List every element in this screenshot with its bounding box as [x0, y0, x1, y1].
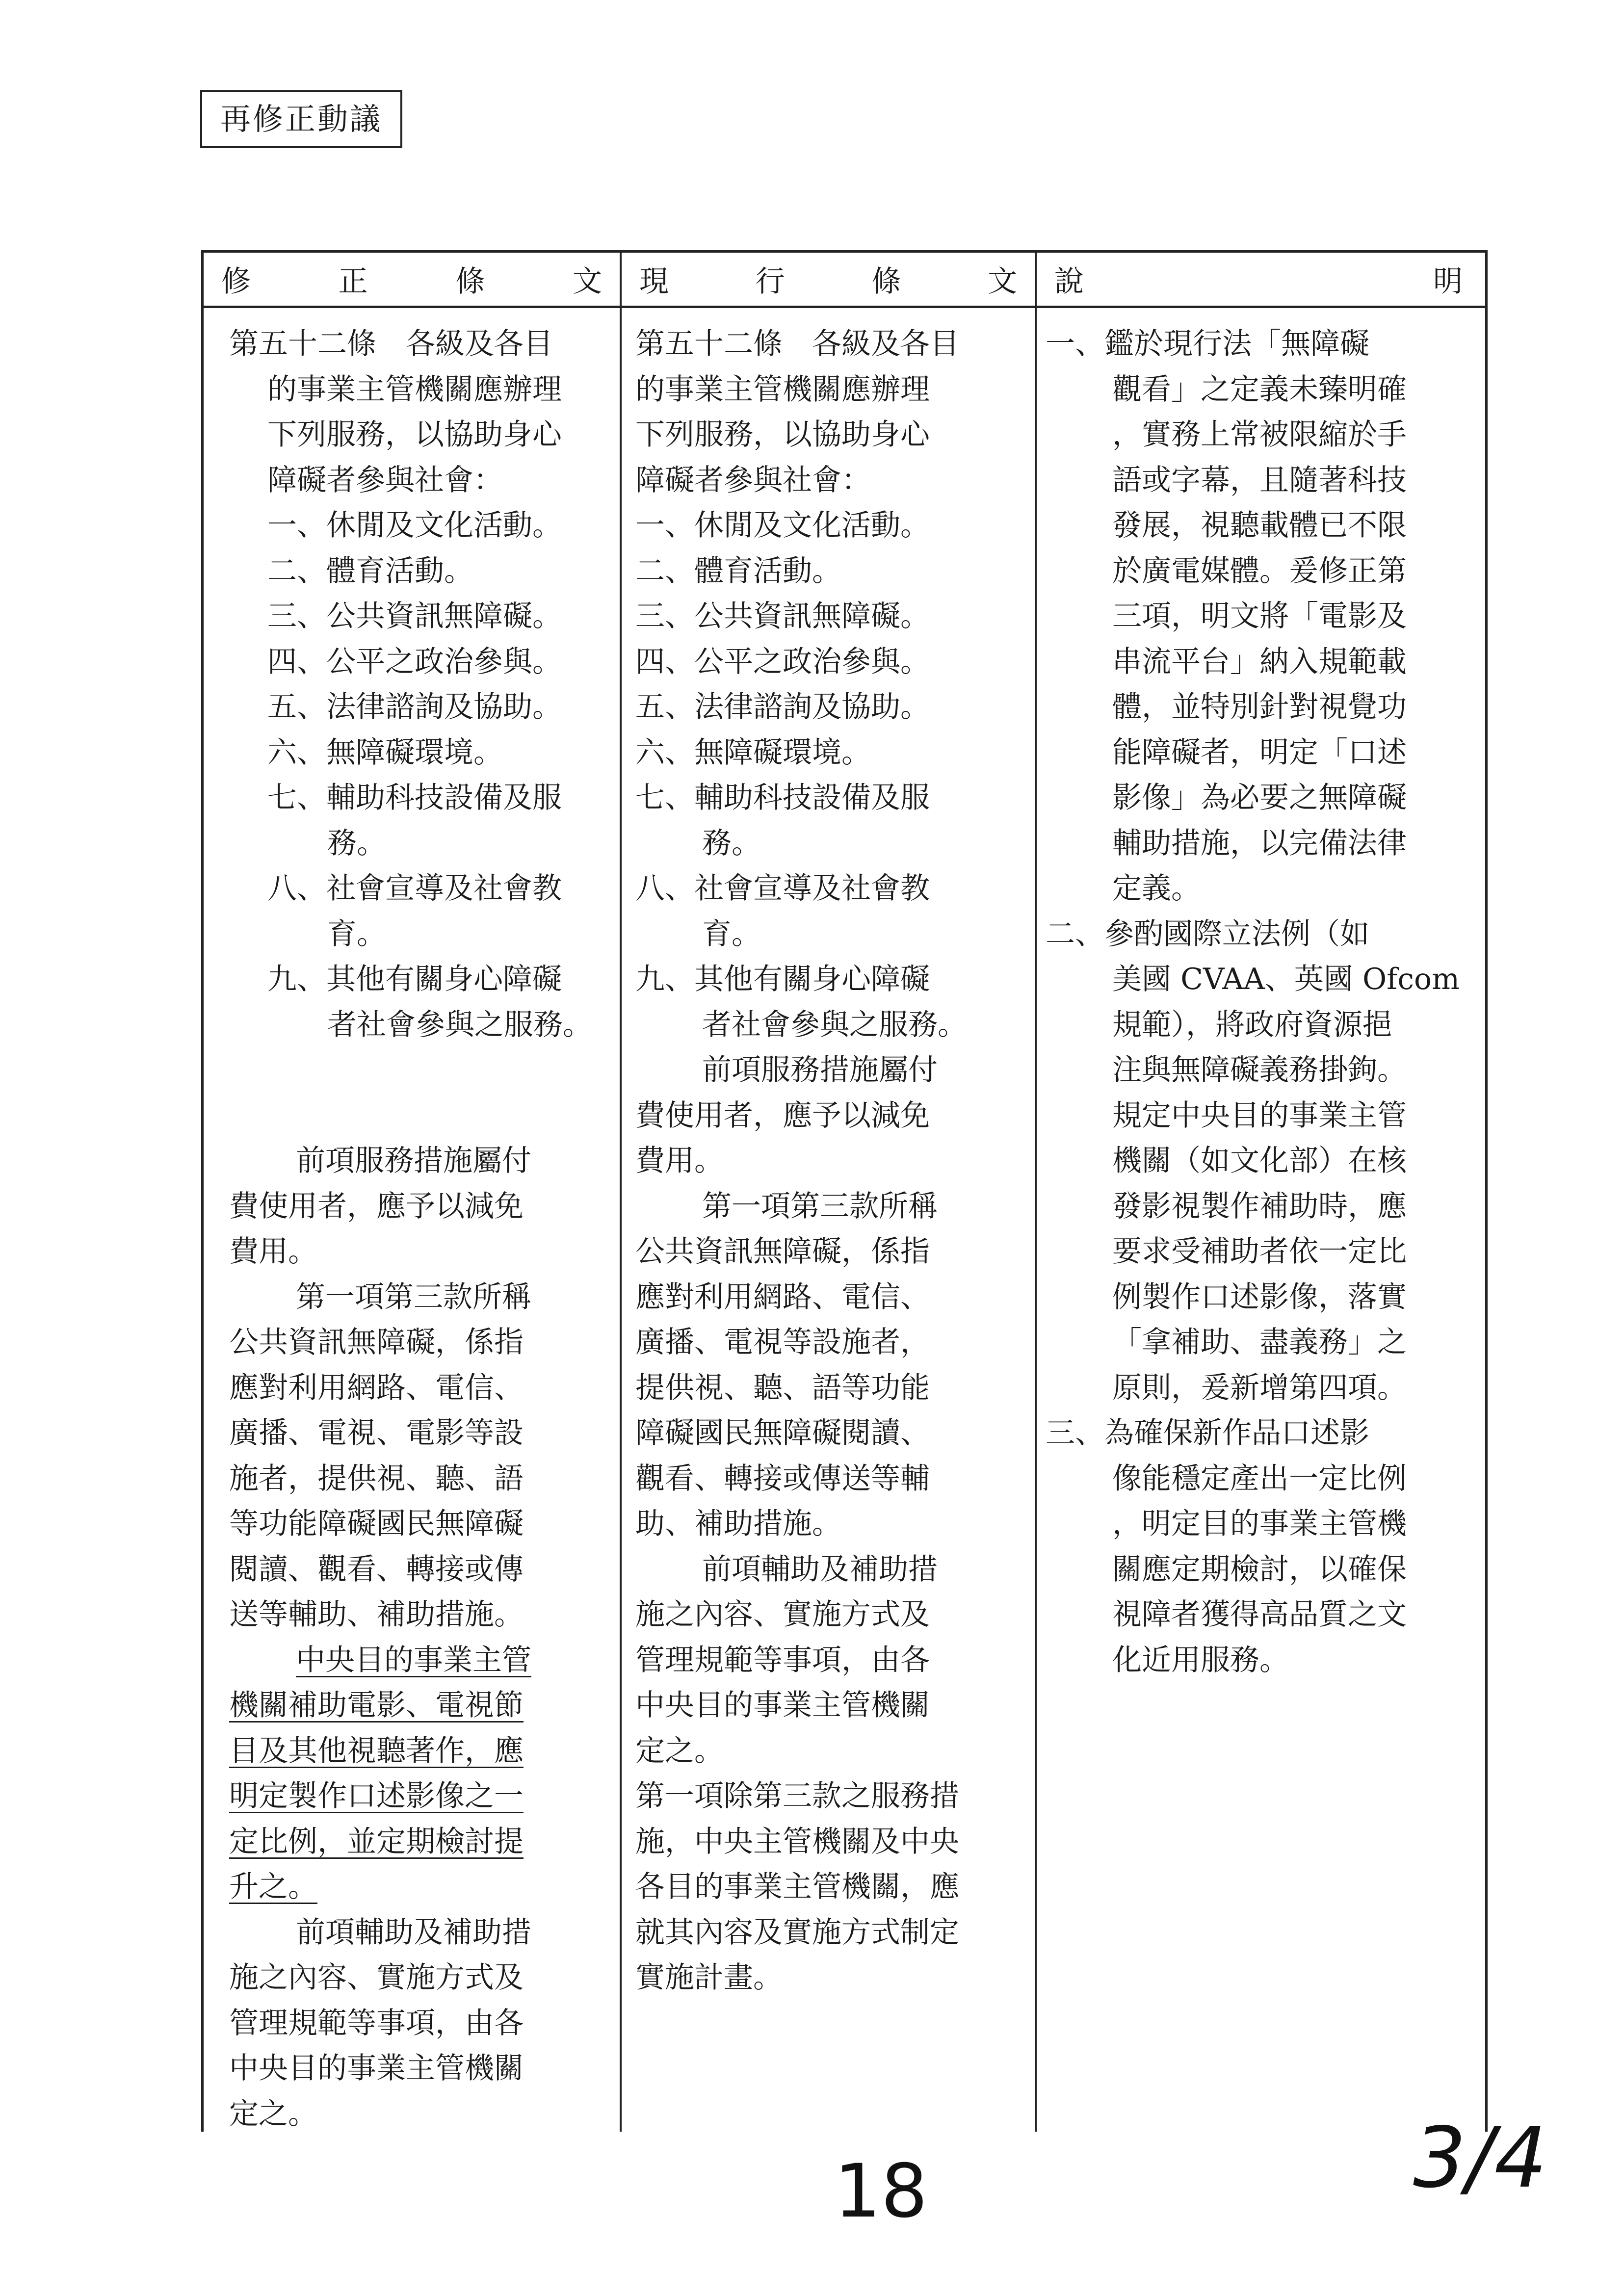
text-line: 規範），將政府資源挹 — [1112, 1007, 1392, 1042]
text-line: 第一項第三款所稱 — [296, 1279, 531, 1314]
text-line: 費使用者，應予以減免 — [635, 1098, 930, 1133]
text-line: 二、體育活動。 — [267, 553, 473, 588]
text-line: 化近用服務。 — [1112, 1643, 1289, 1677]
header-char: 文 — [987, 264, 1017, 299]
text-line: 二、體育活動。 — [635, 553, 841, 588]
text-line: 一、鑑於現行法「無障礙 — [1046, 327, 1369, 361]
header-char: 現 — [639, 264, 669, 299]
text-line: 機關（如文化部）在核 — [1112, 1144, 1407, 1178]
text-line: 定之。 — [635, 1733, 724, 1768]
text-line: 體，並特別針對視覺功 — [1112, 690, 1407, 724]
text-line: 美國 CVAA、英國 Ofcom — [1112, 962, 1460, 996]
header-current — [622, 253, 1035, 306]
text-line: 例製作口述影像，落實 — [1112, 1279, 1407, 1314]
text-line: 三項，明文將「電影及 — [1112, 599, 1407, 633]
header-char: 正 — [338, 264, 368, 299]
text-line: 施之內容、實施方式及 — [635, 1597, 930, 1632]
text-line: 視障者獲得高品質之文 — [1112, 1597, 1407, 1632]
text-line: 發影視製作補助時，應 — [1112, 1189, 1407, 1224]
text-line: 下列服務，以協助身心 — [267, 417, 562, 452]
header-char: 修 — [221, 264, 251, 299]
header-revised — [204, 253, 620, 306]
text-line: 規定中央目的事業主管 — [1112, 1098, 1407, 1133]
text-line: 障礙者參與社會： — [635, 463, 871, 497]
text-line: 障礙國民無障礙閱讀、 — [635, 1416, 930, 1450]
text-line: 務。 — [327, 826, 386, 861]
text-line: 施之內容、實施方式及 — [229, 1960, 524, 1995]
text-line: 關應定期檢討，以確保 — [1112, 1552, 1407, 1587]
header-char: 條 — [455, 264, 485, 299]
text-line: 廣播、電視等設施者， — [635, 1325, 930, 1359]
text-line: 等功能障礙國民無障礙 — [229, 1507, 524, 1541]
text-line: ，實務上常被限縮於手 — [1112, 417, 1407, 452]
current-text-column — [635, 321, 1028, 2001]
amended-text: 明定製作口述影像之一 — [229, 1779, 524, 1813]
column-divider — [1035, 253, 1037, 2132]
text-line: 費使用者，應予以減免 — [229, 1189, 524, 1224]
text-line: 原則，爰新增第四項。 — [1112, 1370, 1407, 1405]
text-line: 費用。 — [635, 1144, 724, 1178]
text-line: ，明定目的事業主管機 — [1112, 1507, 1407, 1541]
amended-text-line — [229, 1638, 617, 1683]
text-line: 費用。 — [229, 1234, 317, 1269]
text-line: 六、無障礙環境。 — [635, 735, 871, 770]
text-line: 要求受補助者依一定比 — [1112, 1234, 1407, 1269]
table-header-row — [204, 253, 1485, 308]
amended-text: 機關補助電影、電視節 — [229, 1688, 524, 1722]
text-line: 助、補助措施。 — [635, 1507, 841, 1541]
text-line: 第五十二條 各級及各目 — [229, 327, 553, 361]
text-line: 於廣電媒體。爰修正第 — [1112, 553, 1407, 588]
text-line: 三、公共資訊無障礙。 — [267, 599, 562, 633]
amended-text: 中央目的事業主管 — [296, 1643, 531, 1677]
text-line: 就其內容及實施方式制定 — [635, 1915, 959, 1950]
header-notes — [1037, 253, 1480, 306]
text-line: 施，中央主管機關及中央 — [635, 1824, 959, 1859]
text-line: 輔助措施，以完備法律 — [1112, 826, 1407, 861]
text-line: 前項服務措施屬付 — [702, 1053, 938, 1087]
header-char: 行 — [755, 264, 785, 299]
text-line: 七、輔助科技設備及服 — [635, 781, 930, 815]
sheet-number: 3/4 — [1413, 2110, 1547, 2207]
header-char: 明 — [1433, 264, 1463, 299]
motion-stamp: 再修正動議 — [200, 90, 402, 148]
text-line: 五、法律諮詢及協助。 — [267, 690, 562, 724]
text-line: 三、公共資訊無障礙。 — [635, 599, 930, 633]
column-divider — [620, 253, 622, 2132]
text-line: 前項輔助及補助措 — [702, 1552, 938, 1587]
text-line: 第五十二條 各級及各目 — [635, 327, 959, 361]
text-line: 七、輔助科技設備及服 — [267, 781, 562, 815]
text-line: 定義。 — [1112, 871, 1201, 906]
text-line: 中央目的事業主管機關 — [229, 2051, 524, 2086]
text-line: 公共資訊無障礙，係指 — [635, 1234, 930, 1269]
text-line: 一、休閒及文化活動。 — [635, 508, 930, 543]
blank-line — [229, 1047, 617, 1138]
notes-column — [1046, 321, 1477, 1683]
text-line: 實施計畫。 — [635, 1960, 783, 1995]
text-line: 應對利用網路、電信、 — [229, 1370, 524, 1405]
text-line: 九、其他有關身心障礙 — [267, 962, 562, 996]
text-line: 六、無障礙環境。 — [267, 735, 503, 770]
text-line: 語或字幕，且隨著科技 — [1112, 463, 1407, 497]
text-line: 前項服務措施屬付 — [296, 1144, 531, 1178]
amended-text-line — [229, 1774, 617, 1819]
text-line: 「拿補助、盡義務」之 — [1112, 1325, 1407, 1359]
text-line: 注與無障礙義務掛鉤。 — [1112, 1053, 1407, 1087]
text-line: 第一項除第三款之服務措 — [635, 1779, 959, 1813]
text-line: 管理規範等事項，由各 — [635, 1643, 930, 1677]
amended-text: 定比例，並定期檢討提 — [229, 1824, 524, 1859]
amended-text-line — [229, 1819, 617, 1865]
text-line: 中央目的事業主管機關 — [635, 1688, 930, 1722]
text-line: 的事業主管機關應辦理 — [267, 372, 562, 407]
text-line: 各目的事業主管機關，應 — [635, 1870, 959, 1904]
header-char: 條 — [871, 264, 901, 299]
text-line: 閱讀、觀看、轉接或傳 — [229, 1552, 524, 1587]
text-line: 一、休閒及文化活動。 — [267, 508, 562, 543]
text-line: 影像」為必要之無障礙 — [1112, 781, 1407, 815]
text-line: 像能穩定產出一定比例 — [1112, 1461, 1407, 1496]
text-line: 育。 — [327, 916, 386, 951]
page-number: 18 — [834, 2149, 928, 2234]
text-line: 第一項第三款所稱 — [702, 1189, 938, 1224]
text-line: 三、為確保新作品口述影 — [1046, 1416, 1369, 1450]
text-line: 管理規範等事項，由各 — [229, 2006, 524, 2040]
text-line: 的事業主管機關應辦理 — [635, 372, 930, 407]
text-line: 廣播、電視、電影等設 — [229, 1416, 524, 1450]
amended-text: 升之。 — [229, 1870, 317, 1904]
text-line: 九、其他有關身心障礙 — [635, 962, 930, 996]
text-line: 定之。 — [229, 2096, 317, 2131]
header-char: 文 — [572, 264, 602, 299]
text-line: 送等輔助、補助措施。 — [229, 1597, 524, 1632]
text-line: 育。 — [702, 916, 761, 951]
header-char: 說 — [1054, 264, 1084, 299]
text-line: 者社會參與之服務。 — [702, 1007, 967, 1042]
text-line: 能障礙者，明定「口述 — [1112, 735, 1407, 770]
text-line: 下列服務，以協助身心 — [635, 417, 930, 452]
text-line: 四、公平之政治參與。 — [267, 644, 562, 679]
amended-text-line — [229, 1728, 617, 1774]
text-line: 公共資訊無障礙，係指 — [229, 1325, 524, 1359]
amended-text-line — [229, 1683, 617, 1728]
text-line: 提供視、聽、語等功能 — [635, 1370, 930, 1405]
text-line: 五、法律諮詢及協助。 — [635, 690, 930, 724]
text-line: 前項輔助及補助措 — [296, 1915, 531, 1950]
text-line: 二、參酌國際立法例（如 — [1046, 916, 1369, 951]
text-line: 應對利用網路、電信、 — [635, 1279, 930, 1314]
text-line: 觀看、轉接或傳送等輔 — [635, 1461, 930, 1496]
text-line: 者社會參與之服務。 — [327, 1007, 592, 1042]
text-line: 八、社會宣導及社會教 — [635, 871, 930, 906]
text-line: 八、社會宣導及社會教 — [267, 871, 562, 906]
text-line: 觀看」之定義未臻明確 — [1112, 372, 1407, 407]
text-line: 務。 — [702, 826, 761, 861]
amended-text-line — [229, 1864, 617, 1910]
text-line: 施者，提供視、聽、語 — [229, 1461, 524, 1496]
text-line: 障礙者參與社會： — [267, 463, 503, 497]
comparison-table — [201, 250, 1488, 2132]
amended-text: 目及其他視聽著作，應 — [229, 1733, 524, 1768]
revised-text-column — [229, 321, 617, 2137]
text-line: 四、公平之政治參與。 — [635, 644, 930, 679]
text-line: 串流平台」納入規範載 — [1112, 644, 1407, 679]
text-line: 發展，視聽載體已不限 — [1112, 508, 1407, 543]
